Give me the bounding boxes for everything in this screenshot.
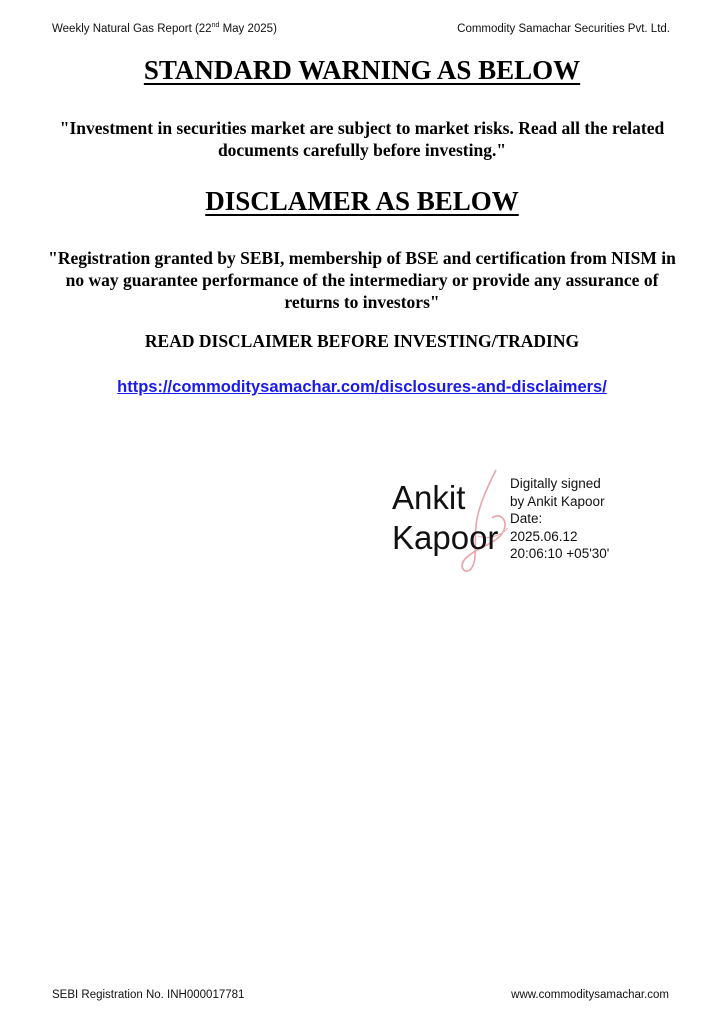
report-title-post: May 2025)	[219, 23, 277, 35]
signer-first-name: Ankit	[392, 479, 466, 516]
disclaimer-heading: DISCLAMER AS BELOW	[205, 186, 519, 216]
read-disclaimer-notice: READ DISCLAIMER BEFORE INVESTING/TRADING	[144, 331, 580, 351]
signature-line-4: 2025.06.12	[510, 528, 578, 544]
report-title-sup: nd	[211, 22, 220, 30]
company-name: Commodity Samachar Securities Pvt. Ltd.	[457, 23, 670, 35]
signer-name	[392, 478, 498, 558]
warning-heading: STANDARD WARNING AS BELOW	[143, 55, 581, 85]
disclaimer-text: "Registration granted by SEBI, membership of BSE and certification from NISM in no way guarantee performance of the intermediary or provide any assurance of returns to investors"	[48, 248, 676, 312]
report-title-pre: Weekly Natural Gas Report (22	[52, 23, 212, 35]
signature-details	[510, 475, 609, 563]
sebi-registration: SEBI Registration No. INH000017781	[52, 989, 245, 1001]
warning-text: "Investment in securities market are subject to market risks. Read all the related documents carefully before investing."	[59, 118, 665, 160]
report-title	[52, 23, 277, 35]
disclosures-link[interactable]: https://commoditysamachar.com/disclosures-and-disclaimers/	[117, 378, 607, 396]
signature-line-5: 20:06:10 +05'30'	[510, 546, 610, 561]
website-url: www.commoditysamachar.com	[511, 989, 669, 1001]
signature-line-1: Digitally signed	[510, 476, 601, 491]
signature-line-3: Date:	[510, 511, 543, 526]
signature-line-2: by Ankit Kapoor	[510, 493, 605, 509]
signer-last-name: Kapoor	[392, 519, 499, 556]
